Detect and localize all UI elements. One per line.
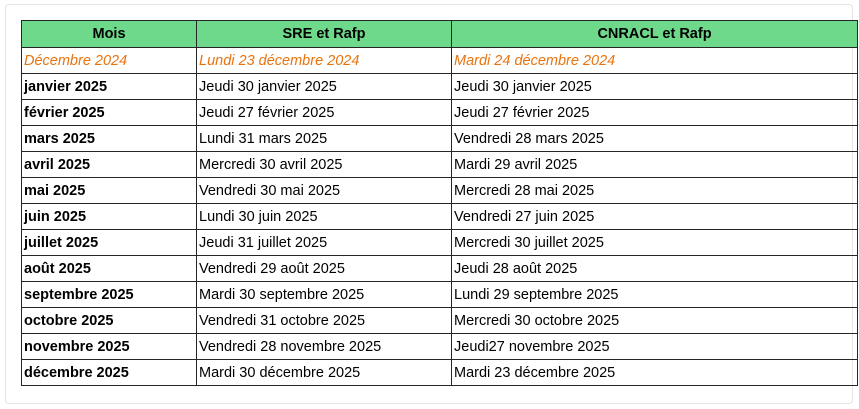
table-row-highlight — [22, 48, 858, 74]
table-row — [22, 178, 858, 204]
table-row — [22, 334, 858, 360]
cell-sre-date: Vendredi 29 août 2025 — [197, 256, 452, 282]
cell-mois: septembre 2025 — [22, 282, 197, 308]
cell-cnracl-date: Vendredi 28 mars 2025 — [452, 126, 858, 152]
cell-cnracl-date: Mardi 24 décembre 2024 — [452, 48, 858, 74]
cell-cnracl-date: Jeudi 27 février 2025 — [452, 100, 858, 126]
cell-sre-date: Vendredi 31 octobre 2025 — [197, 308, 452, 334]
cell-sre-date: Vendredi 28 novembre 2025 — [197, 334, 452, 360]
table-row — [22, 230, 858, 256]
cell-mois: mars 2025 — [22, 126, 197, 152]
cell-cnracl-date: Jeudi 28 août 2025 — [452, 256, 858, 282]
cell-mois: juillet 2025 — [22, 230, 197, 256]
cell-mois: Décembre 2024 — [22, 48, 197, 74]
cell-mois: mai 2025 — [22, 178, 197, 204]
cell-sre-date: Mardi 30 décembre 2025 — [197, 360, 452, 386]
header-row — [22, 21, 858, 48]
cell-cnracl-date: Mercredi 30 juillet 2025 — [452, 230, 858, 256]
cell-sre-date: Jeudi 30 janvier 2025 — [197, 74, 452, 100]
table-row — [22, 282, 858, 308]
cell-mois: décembre 2025 — [22, 360, 197, 386]
table-row — [22, 152, 858, 178]
column-header-cnracl-rafp: CNRACL et Rafp — [452, 21, 858, 48]
cell-mois: avril 2025 — [22, 152, 197, 178]
table-row — [22, 204, 858, 230]
cell-sre-date: Jeudi 31 juillet 2025 — [197, 230, 452, 256]
cell-cnracl-date: Mardi 23 décembre 2025 — [452, 360, 858, 386]
cell-cnracl-date: Mardi 29 avril 2025 — [452, 152, 858, 178]
cell-sre-date: Lundi 31 mars 2025 — [197, 126, 452, 152]
table-row — [22, 126, 858, 152]
cell-sre-date: Lundi 30 juin 2025 — [197, 204, 452, 230]
payment-schedule-table — [21, 20, 858, 386]
column-header-mois: Mois — [22, 21, 197, 48]
column-header-sre-rafp: SRE et Rafp — [197, 21, 452, 48]
cell-sre-date: Lundi 23 décembre 2024 — [197, 48, 452, 74]
cell-cnracl-date: Mercredi 30 octobre 2025 — [452, 308, 858, 334]
cell-mois: juin 2025 — [22, 204, 197, 230]
cell-sre-date: Mercredi 30 avril 2025 — [197, 152, 452, 178]
table-row — [22, 360, 858, 386]
cell-mois: octobre 2025 — [22, 308, 197, 334]
table-body — [22, 48, 858, 386]
table-row — [22, 74, 858, 100]
table-row — [22, 308, 858, 334]
cell-cnracl-date: Vendredi 27 juin 2025 — [452, 204, 858, 230]
cell-mois: août 2025 — [22, 256, 197, 282]
table-row — [22, 100, 858, 126]
cell-cnracl-date: Jeudi27 novembre 2025 — [452, 334, 858, 360]
cell-cnracl-date: Jeudi 30 janvier 2025 — [452, 74, 858, 100]
cell-mois: janvier 2025 — [22, 74, 197, 100]
cell-sre-date: Jeudi 27 février 2025 — [197, 100, 452, 126]
cell-sre-date: Mardi 30 septembre 2025 — [197, 282, 452, 308]
cell-mois: novembre 2025 — [22, 334, 197, 360]
cell-mois: février 2025 — [22, 100, 197, 126]
table-header — [22, 21, 858, 48]
cell-sre-date: Vendredi 30 mai 2025 — [197, 178, 452, 204]
cell-cnracl-date: Mercredi 28 mai 2025 — [452, 178, 858, 204]
table-row — [22, 256, 858, 282]
cell-cnracl-date: Lundi 29 septembre 2025 — [452, 282, 858, 308]
